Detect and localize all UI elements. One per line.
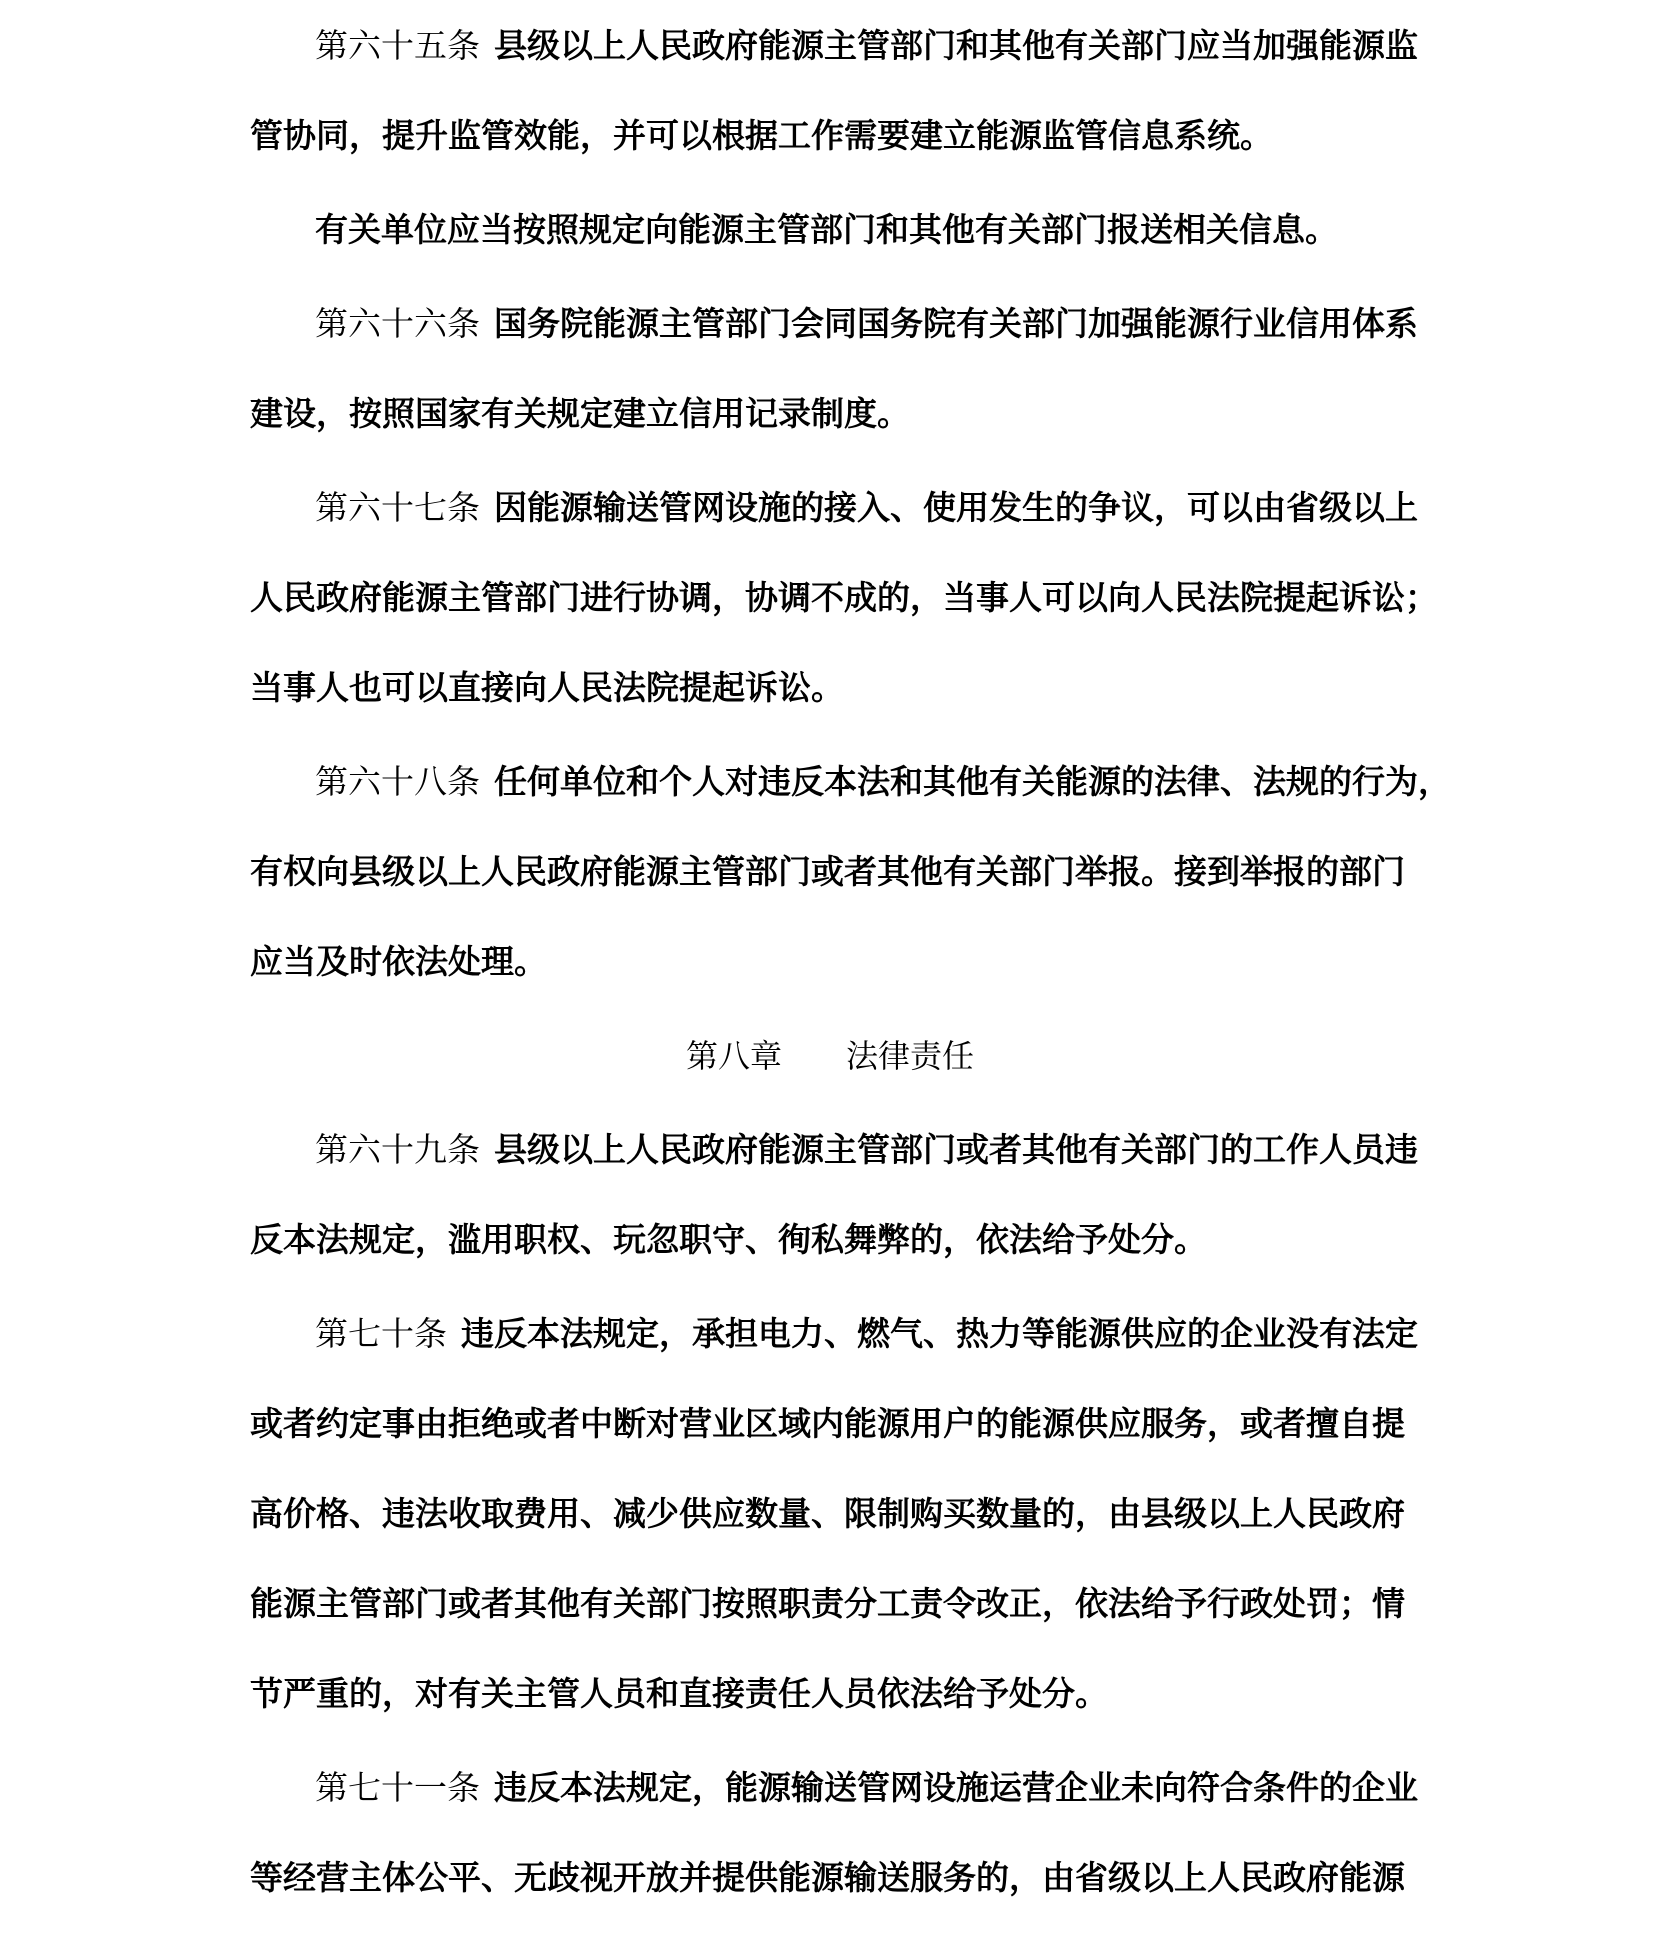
article-paragraph: [250, 1, 1418, 181]
line-text: 人民政府能源主管部门进行协调，协调不成的，当事人可以向人民法院提起诉讼；: [250, 579, 1438, 616]
line-text: 有权向县级以上人民政府能源主管部门或者其他有关部门举报。接到举报的部门: [250, 853, 1405, 890]
line-text: 当事人也可以直接向人民法院提起诉讼。: [250, 669, 844, 706]
article-number: 第六十五条: [315, 29, 480, 65]
article-number: 第六十六条: [315, 307, 480, 343]
article-number: 第六十九条: [315, 1133, 480, 1169]
article-paragraph: [250, 1105, 1418, 1285]
text-line: [250, 369, 1410, 459]
line-text: 节严重的，对有关主管人员和直接责任人员依法给予处分。: [250, 1675, 1108, 1712]
article-paragraph: [250, 1743, 1418, 1923]
text-line: [250, 1833, 1410, 1923]
article-number: 第六十八条: [315, 765, 480, 801]
line-text: 能源主管部门或者其他有关部门按照职责分工责令改正，依法给予行政处罚；情: [250, 1585, 1405, 1622]
text-line: [250, 1195, 1410, 1285]
text-line: [250, 1, 1418, 91]
line-text: 反本法规定，滥用职权、玩忽职守、徇私舞弊的，依法给予处分。: [250, 1221, 1207, 1258]
chapter-heading-text: 第八章 法律责任: [685, 1038, 974, 1074]
text-line: [250, 91, 1410, 181]
text-line: [250, 279, 1418, 369]
line-text: 县级以上人民政府能源主管部门和其他有关部门应当加强能源监: [494, 27, 1418, 64]
line-text: 高价格、违法收取费用、减少供应数量、限制购买数量的，由县级以上人民政府: [250, 1495, 1405, 1532]
line-text: 或者约定事由拒绝或者中断对营业区域内能源用户的能源供应服务，或者擅自提: [250, 1405, 1405, 1442]
text-line: [250, 185, 1410, 275]
text-line: [250, 1289, 1418, 1379]
text-line: [250, 917, 1410, 1007]
article-paragraph: [250, 463, 1438, 733]
text-line: [250, 643, 1410, 733]
article-number: 第六十七条: [315, 491, 480, 527]
text-line: [250, 463, 1418, 553]
text-line: [250, 1559, 1410, 1649]
chapter-heading-line: [250, 1011, 1410, 1101]
article-paragraph: [250, 1289, 1418, 1739]
text-line: [250, 1743, 1418, 1833]
text-line: [250, 737, 1451, 827]
text-line: [250, 1379, 1410, 1469]
line-text: 应当及时依法处理。: [250, 943, 547, 980]
article-paragraph: [250, 737, 1451, 1007]
chapter-heading: [250, 1011, 1410, 1101]
line-text: 管协同，提升监管效能，并可以根据工作需要建立能源监管信息系统。: [250, 117, 1273, 154]
article-paragraph: [250, 279, 1418, 459]
text-line: [250, 553, 1438, 643]
line-text: 有关单位应当按照规定向能源主管部门和其他有关部门报送相关信息。: [315, 211, 1338, 248]
sub-paragraph: [250, 185, 1410, 275]
article-number: 第七十一条: [315, 1771, 480, 1807]
line-text: 等经营主体公平、无歧视开放并提供能源输送服务的，由省级以上人民政府能源: [250, 1859, 1405, 1896]
line-text: 县级以上人民政府能源主管部门或者其他有关部门的工作人员违: [494, 1131, 1418, 1168]
text-line: [250, 1105, 1418, 1195]
text-line: [250, 1469, 1410, 1559]
line-text: 因能源输送管网设施的接入、使用发生的争议，可以由省级以上: [494, 489, 1418, 526]
line-text: 违反本法规定，承担电力、燃气、热力等能源供应的企业没有法定: [461, 1315, 1418, 1352]
line-text: 任何单位和个人对违反本法和其他有关能源的法律、法规的行为，: [494, 763, 1451, 800]
text-line: [250, 827, 1410, 917]
article-number: 第七十条: [315, 1317, 447, 1353]
line-text: 建设，按照国家有关规定建立信用记录制度。: [250, 395, 910, 432]
line-text: 国务院能源主管部门会同国务院有关部门加强能源行业信用体系: [494, 305, 1418, 342]
line-text: 违反本法规定，能源输送管网设施运营企业未向符合条件的企业: [494, 1769, 1418, 1806]
text-line: [250, 1649, 1410, 1739]
document-content: [250, 1, 1451, 1927]
